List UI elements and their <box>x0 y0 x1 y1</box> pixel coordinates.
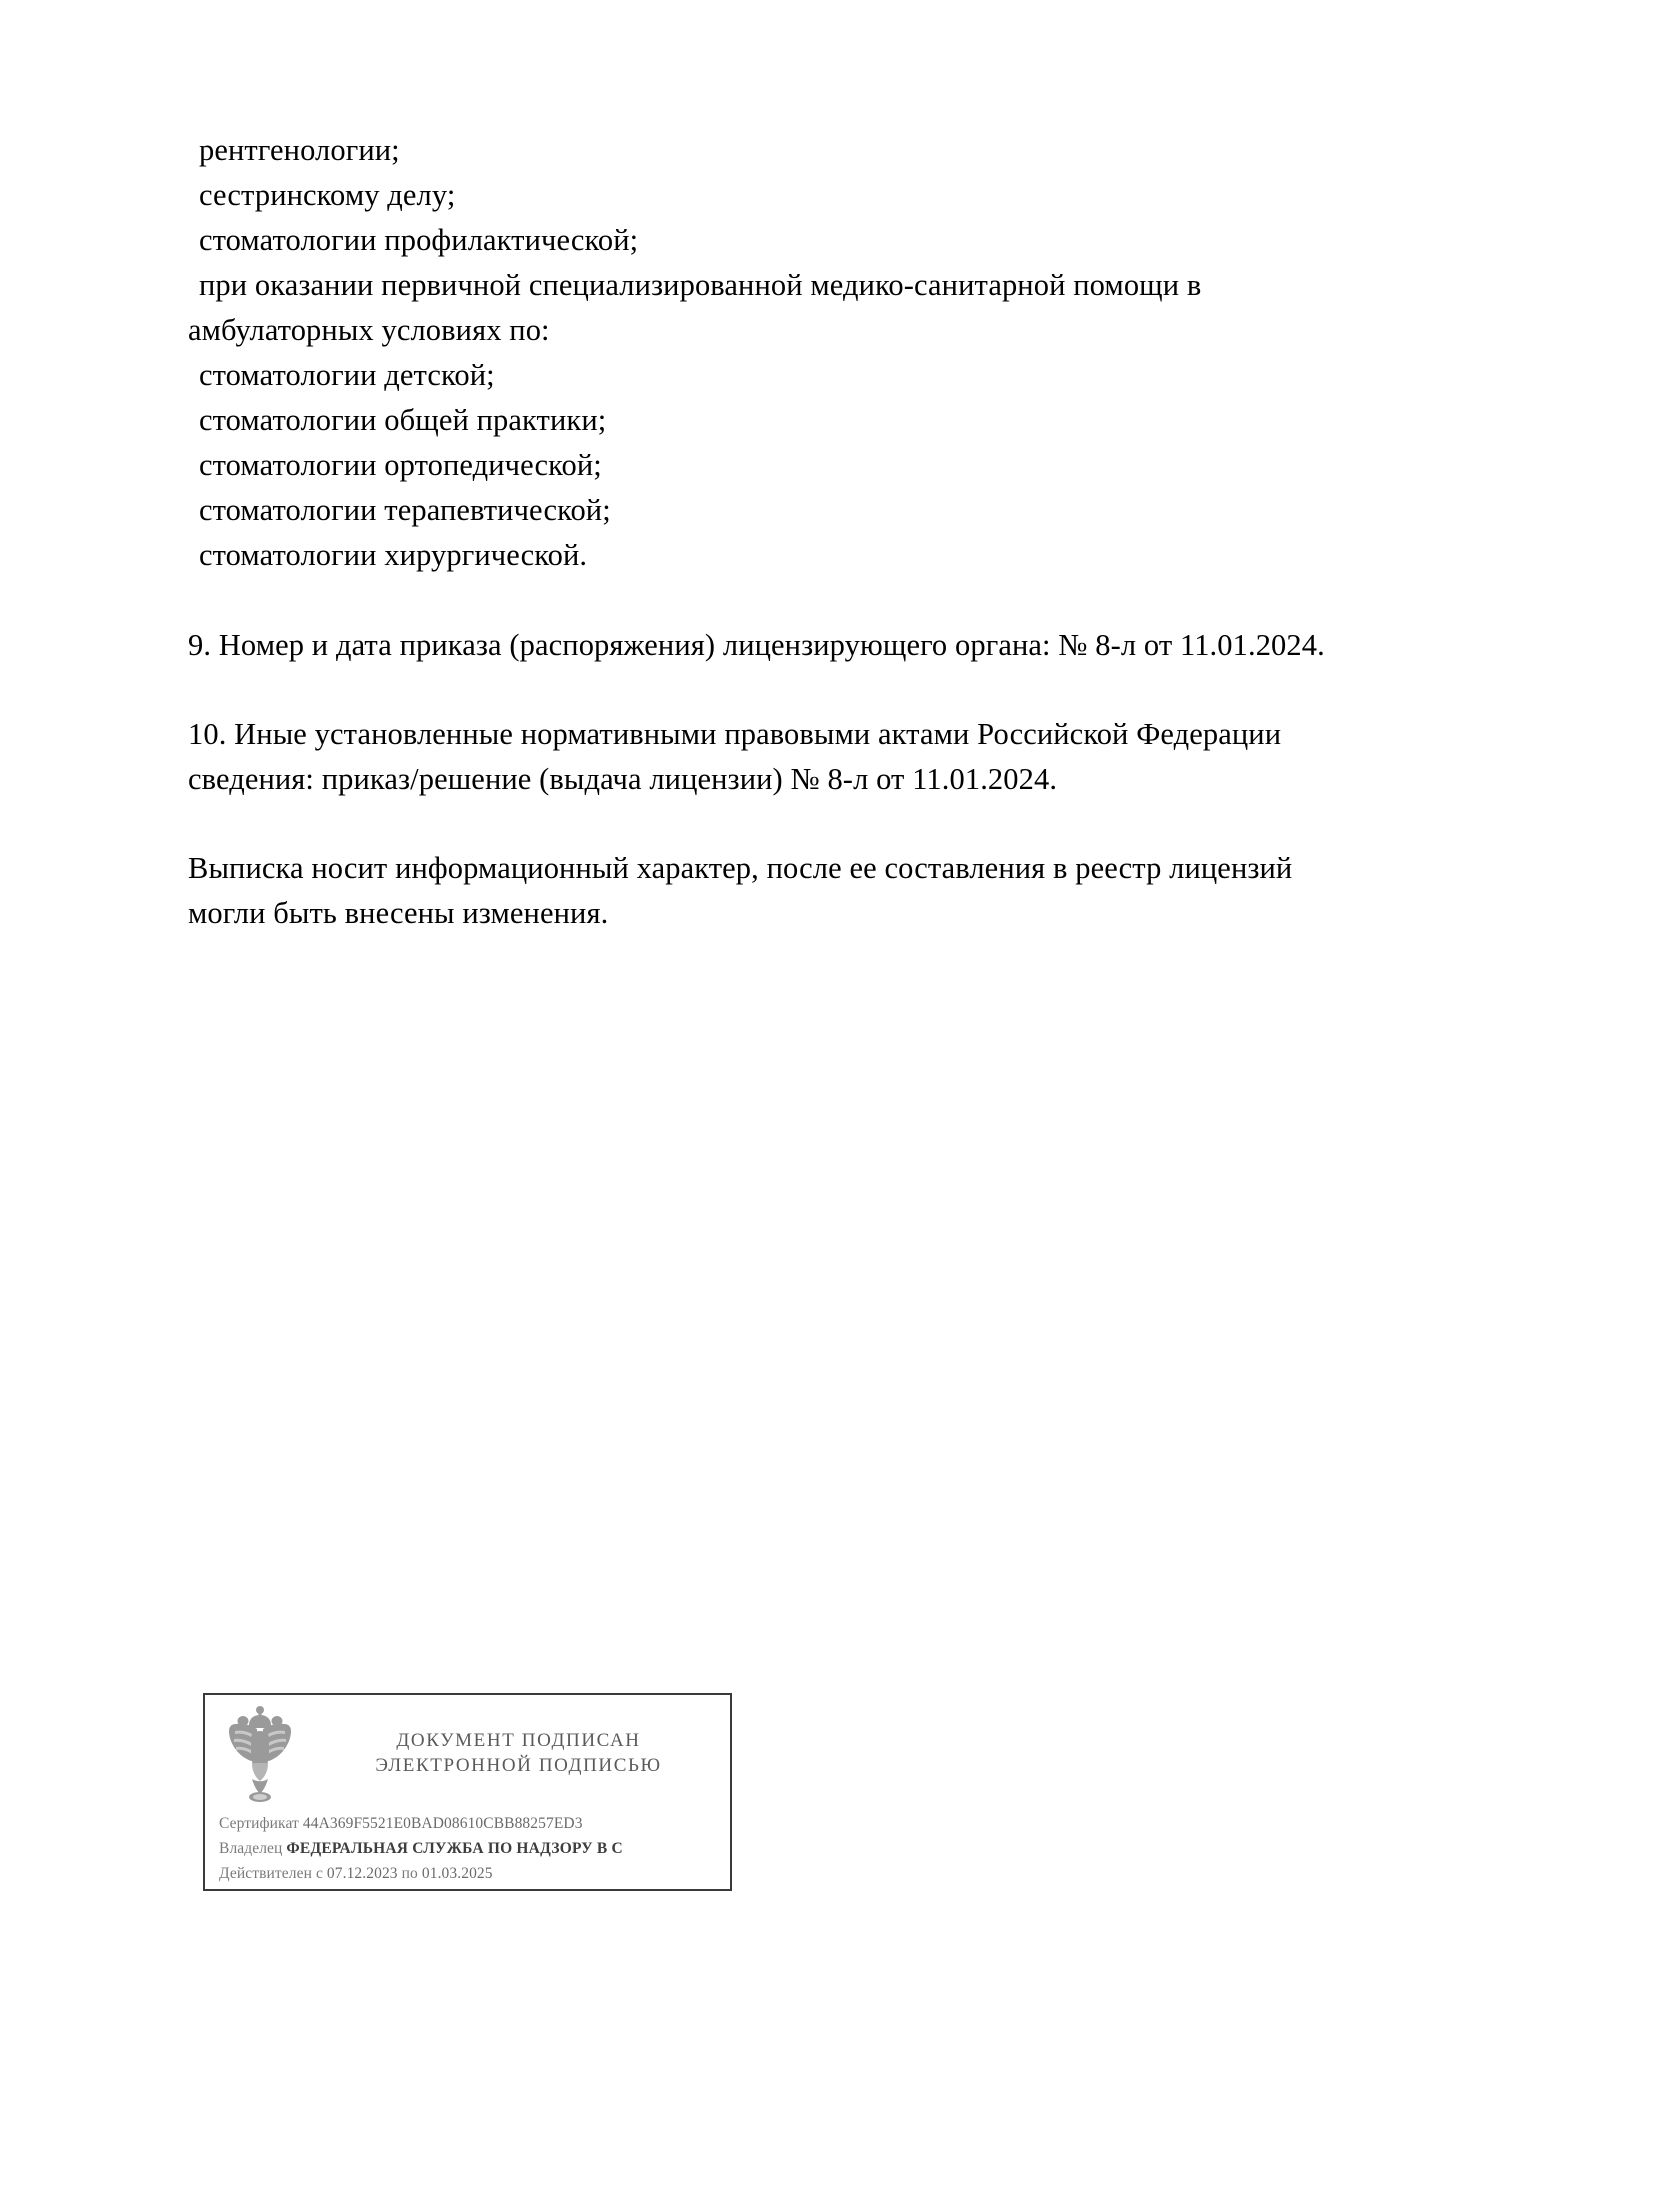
section-9-paragraph: 9. Номер и дата приказа (распоряжения) лицензирующего органа: № 8-л от 11.01.2024. <box>188 628 1325 662</box>
certificate-label: Сертификат <box>219 1815 299 1832</box>
validity-to-label: по <box>401 1865 418 1882</box>
notice-line-1: Выписка носит информационный характер, после ее составления в реестр лицензий <box>188 851 1293 885</box>
owner-value: ФЕДЕРАЛЬНАЯ СЛУЖБА ПО НАДЗОРУ В С <box>286 1840 623 1857</box>
list-item: амбулаторных условиях по: <box>188 313 550 347</box>
certificate-value: 44A369F5521E0BAD08610CBB88257ED3 <box>302 1815 583 1832</box>
russian-coat-of-arms-icon <box>219 1701 301 1805</box>
document-body <box>188 128 1450 936</box>
owner-label: Владелец <box>219 1840 283 1857</box>
list-item: стоматологии детской; <box>199 358 495 392</box>
list-item: стоматологии ортопедической; <box>199 448 602 482</box>
certificate-row <box>219 1811 730 1836</box>
list-item: рентгенологии; <box>199 133 400 167</box>
list-item: стоматологии терапевтической; <box>199 493 611 527</box>
notice-line-2: могли быть внесены изменения. <box>188 896 609 930</box>
list-item: стоматологии общей практики; <box>199 403 607 437</box>
list-item: стоматологии профилактической; <box>199 223 639 257</box>
paragraph-spacer <box>188 578 1450 623</box>
list-item: при оказании первичной специализированной медико-санитарной помощи в <box>199 268 1202 302</box>
section-10-line-1: 10. Иные установленные нормативными правовыми актами Российской Федерации <box>188 717 1282 751</box>
list-item: стоматологии хирургической. <box>199 538 588 572</box>
stamp-heading-line-1: ДОКУМЕНТ ПОДПИСАН <box>396 1730 641 1751</box>
stamp-header <box>205 1695 730 1811</box>
validity-row <box>219 1861 730 1886</box>
validity-to: 01.03.2025 <box>421 1865 493 1882</box>
paragraph-spacer <box>188 668 1450 712</box>
stamp-heading-line-2: ЭЛЕКТРОННОЙ ПОДПИСЬЮ <box>375 1755 662 1776</box>
validity-label: Действителен с <box>219 1865 323 1882</box>
stamp-heading <box>301 1728 730 1778</box>
paragraph-spacer <box>188 802 1450 846</box>
electronic-signature-stamp <box>203 1693 732 1891</box>
validity-from: 07.12.2023 <box>326 1865 398 1882</box>
section-10-line-2: сведения: приказ/решение (выдача лицензии) № 8-л от 11.01.2024. <box>188 762 1058 796</box>
stamp-details <box>205 1811 730 1886</box>
list-item: сестринскому делу; <box>199 178 456 212</box>
owner-row <box>219 1836 730 1861</box>
